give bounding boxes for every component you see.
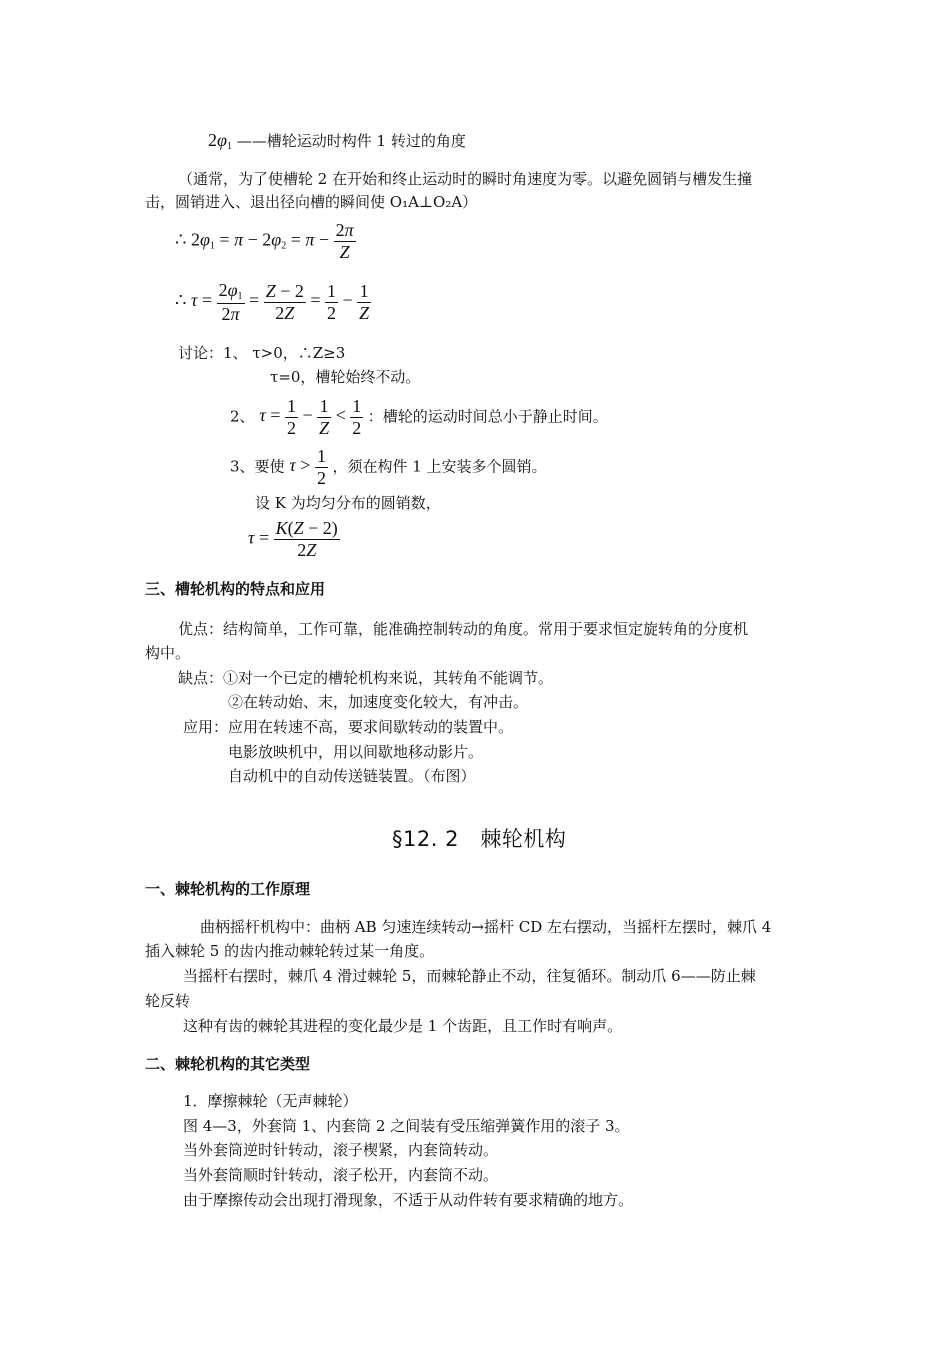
principle-p1-line-1: 曲柄摇杆机构中：曲柄 AB 匀速连续转动→摇杆 CD 左右摆动，当摇杆左摆时，棘爪 4	[200, 918, 772, 936]
application-3: 自动机中的自动传送链装置。（布图）	[228, 767, 476, 785]
note-line-2: 击，圆销进入、退出径向槽的瞬间使 O₁A⊥O₂A）	[145, 193, 478, 211]
advantages-line-1: 优点：结构简单，工作可靠，能准确控制转动的角度。常用于要求恒定旋转角的分度机	[178, 620, 749, 638]
phi-description: ——槽轮运动时构件 1 转过的角度	[236, 132, 466, 150]
principle-p3: 这种有齿的棘轮其进程的变化最少是 1 个齿距，且工作时有响声。	[183, 1017, 623, 1035]
discussion-item-2: 2、 τ = $\frac{1}{2}$ − $\frac{1}{Z}$ < $\frac{1}{2}$ ：槽轮的运动时间总小于静止时间。	[230, 396, 608, 438]
application-1: 应用：应用在转速不高，要求间歇转动的装置中。	[183, 718, 514, 736]
advantages-line-2: 构中。	[145, 644, 191, 662]
principle-p2-line-2: 轮反转	[145, 992, 191, 1010]
phi-definition: $2\varphi_1$ ——槽轮运动时构件 1 转过的角度	[208, 130, 466, 152]
item-2-text: ：槽轮的运动时间总小于静止时间。	[367, 407, 608, 426]
note-line-1: （通常，为了使槽轮 2 在开始和终止运动时的瞬时角速度为零。以避免圆销与槽发生撞	[178, 170, 753, 188]
item-2-prefix: 2、	[230, 407, 255, 426]
chapter-title: §12. 2 棘轮机构	[392, 827, 567, 851]
discussion-item-3: 3、要使 τ > $\frac{1}{2}$ ，须在构件 1 上安装多个圆销。	[230, 446, 547, 488]
disadvantage-2: ②在转动始、末，加速度变化较大，有冲击。	[228, 693, 529, 711]
discussion-item-1-text: 1、 τ>0，∴Z≥3	[223, 344, 346, 362]
other-types-line-3: 当外套筒逆时针转动，滚子楔紧，内套筒转动。	[183, 1141, 499, 1159]
other-types-line-1: 1．摩擦棘轮（无声棘轮）	[183, 1092, 358, 1110]
principle-p1-line-2: 插入棘轮 5 的齿内推动棘轮转过某一角度。	[145, 942, 435, 960]
discussion-item-1	[178, 346, 345, 361]
other-types-line-5: 由于摩擦传动会出现打滑现象，不适于从动件转有要求精确的地方。	[183, 1191, 634, 1209]
discussion-label: 讨论：	[178, 344, 224, 362]
other-types-line-4: 当外套筒顺时针转动，滚子松开，内套筒不动。	[183, 1166, 499, 1184]
item-3-text: ，须在构件 1 上安装多个圆销。	[332, 457, 547, 476]
formula-tau-k: τ = $\frac{K(Z - 2)}{2Z}$	[248, 518, 338, 560]
formula-angle-relation: ∴ $2\varphi_1 = \pi - 2\varphi_2 = \pi$ − $\frac{2\pi}{Z}$	[175, 220, 354, 262]
section-heading-other-types: 二、棘轮机构的其它类型	[145, 1055, 311, 1073]
item-3-prefix: 3、要使	[230, 457, 285, 476]
section-heading-principle: 一、棘轮机构的工作原理	[145, 880, 311, 898]
disadvantage-1: 缺点：①对一个已定的槽轮机构来说，其转角不能调节。	[178, 669, 554, 687]
discussion-item-1b: τ=0，槽轮始终不动。	[270, 368, 421, 386]
formula-tau: ∴ τ = $\frac{2\varphi_1}{2\pi}$ = $\frac{Z - 2}{2Z}$ = $\frac{1}{2}$ − $\frac{1}{Z}$	[175, 280, 370, 324]
section-heading-features: 三、槽轮机构的特点和应用	[145, 580, 326, 598]
other-types-line-2: 图 4—3，外套筒 1、内套筒 2 之间装有受压缩弹簧作用的滚子 3。	[183, 1117, 630, 1135]
principle-p2-line-1: 当摇杆右摆时，棘爪 4 滑过棘轮 5，而棘轮静止不动，往复循环。制动爪 6——防止棘	[183, 967, 756, 985]
application-2: 电影放映机中，用以间歇地移动影片。	[228, 743, 484, 761]
k-definition: 设 K 为均匀分布的圆销数，	[255, 494, 441, 512]
